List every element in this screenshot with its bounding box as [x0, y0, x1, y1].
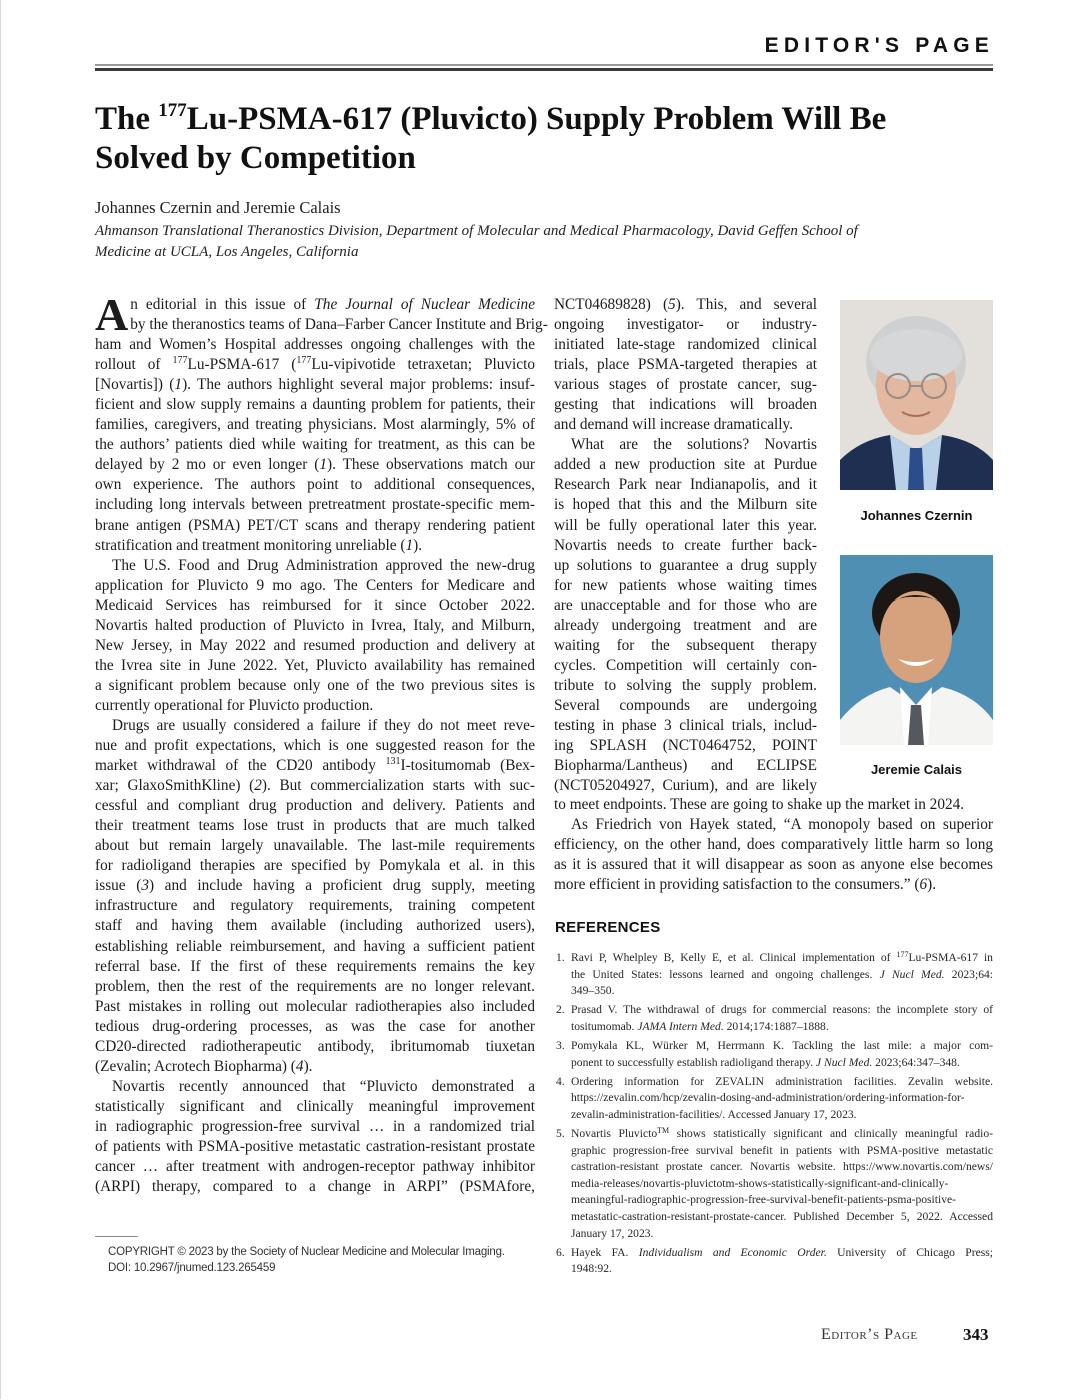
photo-caption-calais: Jeremie Calais: [870, 762, 963, 777]
text-line: Novartis halted production of Pluvicto in Ivrea, Italy, and Milburn,: [95, 616, 535, 634]
text-line: stratification and treatment monitoring unreliable (1).: [95, 536, 423, 554]
text-line: gesting that indications will broaden: [554, 396, 817, 414]
text-line: delayed by 2 mo or even longer (1). These observations match our: [95, 456, 535, 474]
references-heading: REFERENCES: [555, 919, 661, 936]
text-line: in radiographic progression-free survival … in a randomized trial: [95, 1117, 535, 1135]
text-line: tedious drug-ordering processes, as was the case for another: [95, 1017, 535, 1035]
text-line: issue (3) and include having a proficient drug supply, meeting: [95, 877, 535, 895]
text-line: market withdrawal of the CD20 antibody $^{131}$I-tositumomab (Bex-: [95, 756, 535, 775]
text-line: including long intervals between pretreatment prostate-specific mem-: [95, 496, 535, 514]
reference-line: Hayek FA. Individualism and Economic Order. University of Chicago Press;: [571, 1245, 993, 1259]
middle-column-wide-lines: [554, 795, 993, 895]
text-line: by the theranostics teams of Dana–Farber Cancer Institute and Brig-: [130, 316, 548, 334]
reference-number: 4.: [556, 1074, 565, 1088]
reference-number: 2.: [556, 1003, 565, 1017]
text-line: rollout of $^{177}$Lu-PSMA-617 ($^{177}$Lu-vipivotide tetraxetan; Pluvicto: [95, 355, 535, 374]
reference-line: Novartis Pluvicto™ shows statistically significant and clinically meaningful radio-: [571, 1125, 993, 1140]
reference-line: January 17, 2023.: [571, 1226, 654, 1240]
reference-item: [556, 1038, 993, 1071]
copyright-footnote: [108, 1244, 505, 1276]
text-line: about but remain largely unavailable. The last-mile requirements: [95, 837, 535, 855]
text-line: to meet endpoints. These are going to shake up the market in 2024.: [554, 796, 965, 813]
text-line: nue and profit expectations, which is one suggested reason for the: [95, 737, 535, 755]
text-line: various stages of prostate cancer, sug-: [554, 376, 817, 394]
text-line: currently operational for Pluvicto production.: [95, 696, 374, 714]
page-number: 343: [963, 1325, 989, 1344]
reference-number: 3.: [556, 1038, 565, 1052]
copyright-text: COPYRIGHT © 2023 by the Society of Nuclear Medicine and Molecular Imaging.: [108, 1246, 505, 1258]
text-line: As Friedrich von Hayek stated, “A monopoly based on superior: [571, 816, 993, 834]
text-line: for new patients whose waiting times: [554, 576, 817, 594]
reference-line: graphic progression-free survival benefit in patients with PSMA-positive metastatic: [571, 1143, 993, 1157]
references-list: [556, 950, 993, 1280]
text-line: staff and having them available (including authorized users),: [95, 917, 535, 935]
text-line: Novartis recently announced that “Pluvicto demonstrated a: [112, 1077, 535, 1095]
text-line: will be fully operational later this year.: [554, 516, 817, 534]
body-middle-column: [554, 295, 817, 796]
text-line: ficient and slow supply remains a daunting problem for patients, their: [95, 396, 535, 414]
text-line: What are the solutions? Novartis: [571, 436, 817, 454]
title-part1: The: [95, 101, 159, 137]
text-line: added a new production site at Purdue: [554, 456, 817, 474]
text-line: Novartis needs to create further back-: [554, 536, 817, 554]
body-middle-column-wide: [554, 795, 993, 895]
title-line2: Solved by Competition: [95, 140, 416, 176]
text-line: for radioligand therapies are specified by Pomykala et al. in this: [95, 857, 535, 875]
text-line: of patients with PSMA-positive metastatic castration-resistant prostate: [95, 1137, 535, 1155]
reference-line: media-releases/novartis-pluvictotm-shows-statistically-significant-and-clinically-: [571, 1176, 949, 1190]
reference-line: 1948:92.: [571, 1262, 612, 1276]
text-line: brane antigen (PSMA) PET/CT scans and therapy rendering patient: [95, 516, 535, 534]
text-line: xar; GlaxoSmithKline) (2). But commercialization starts with suc-: [95, 777, 535, 795]
reference-item: [556, 1002, 993, 1035]
reference-line: meaningful-radiographic-progression-free-survival-benefit-patients-psma-positive-: [571, 1193, 957, 1207]
left-column-lines: [95, 289, 548, 1197]
text-line: more efficient in providing satisfaction to the consumers.” (6).: [554, 876, 937, 894]
authors: Johannes Czernin and Jeremie Calais: [95, 198, 341, 217]
reference-line: tositumomab. JAMA Intern Med. 2014;174:1887–1888.: [571, 1019, 829, 1033]
reference-item: [556, 1074, 993, 1124]
author-photo-calais: [840, 555, 993, 745]
text-line: are unacceptable and for those who are: [554, 596, 817, 614]
title-part2: Lu-PSMA-617 (Pluvicto) Supply Problem Will Be: [186, 101, 887, 137]
text-line: Past mistakes in rolling out molecular radiotherapies also included: [95, 997, 535, 1015]
middle-column-lines: [554, 295, 817, 796]
text-line: n editorial in this issue of The Journal of Nuclear Medicine: [130, 296, 535, 313]
affiliation: [95, 221, 975, 263]
text-line: infrastructure and regulatory requirements, training competent: [95, 897, 535, 915]
portrait-czernin-image: [840, 300, 993, 490]
text-line: [Novartis]) (1). The authors highlight several major problems: insuf-: [95, 376, 535, 394]
reference-line: 349–350.: [571, 984, 615, 998]
text-line: (NCT05204927, Curium), and are likely: [554, 777, 817, 795]
doi-link[interactable]: DOI: 10.2967/jnumed.123.265459: [108, 1262, 276, 1274]
text-line: already undergoing treatment and are: [554, 616, 817, 634]
text-line: the Ivrea site in June 2022. Yet, Pluvicto availability has remained: [95, 656, 535, 674]
text-line: ongoing investigator- or industry-: [554, 316, 817, 334]
reference-line: Prasad V. The withdrawal of drugs for commercial reasons: the incomplete story of: [571, 1003, 993, 1017]
text-line: (ARPI) therapy, compared to a change in ARPI” (PSMAfore,: [95, 1178, 535, 1196]
reference-line[interactable]: https://zevalin.com/hcp/zevalin-dosing-and-administration/ordering-information-for-: [571, 1091, 965, 1105]
text-line: Drugs are usually considered a failure if they do not meet reve-: [112, 716, 535, 734]
affiliation-line1: Ahmanson Translational Theranostics Division, Department of Molecular and Medical Pharmacology, David Geffen School of: [95, 223, 858, 239]
reference-number: 5.: [556, 1126, 565, 1140]
text-line: establishing reliable reimbursement, and having a sufficient patient: [95, 937, 535, 955]
title-isotope-superscript: 177: [158, 100, 187, 121]
text-line: statistically significant and clinically meaningful improvement: [95, 1097, 535, 1115]
section-label: EDITOR'S PAGE: [764, 34, 994, 57]
text-line: and demand will increase dramatically.: [554, 416, 793, 434]
text-line: Medicaid Services has reimbursed for it since October 2022.: [95, 596, 535, 614]
text-line: initiated late-stage randomized clinical: [554, 336, 817, 354]
text-line: Several compounds are undergoing: [554, 696, 817, 714]
reference-line: zevalin-administration-facilities/. Accessed January 17, 2023.: [571, 1107, 857, 1121]
text-line: up solutions to guarantee a drug supply: [554, 556, 817, 574]
text-line: New Jersey, in May 2022 and resumed production and delivery at: [95, 636, 535, 654]
text-line: cancer … after treatment with androgen-receptor pathway inhibitor: [95, 1158, 535, 1176]
text-line: cessful and compliant drug production and delivery. Patients and: [95, 797, 535, 815]
reference-line: Ordering information for ZEVALIN administration facilities. Zevalin website.: [571, 1074, 993, 1088]
text-line: ing SPLASH (NCT0464752, POINT: [554, 737, 817, 755]
reference-item: [556, 1126, 993, 1242]
reference-item: [556, 1245, 993, 1278]
text-line: own experience. The authors point to additional consequences,: [95, 476, 535, 494]
text-line: testing in phase 3 clinical trials, includ-: [554, 716, 817, 734]
reference-line: ponent to successfully establish radioligand therapy. J Nucl Med. 2023;64:347–348.: [571, 1055, 960, 1069]
text-line: waiting for the subsequent therapy: [554, 636, 817, 654]
text-line: Biopharma/Lantheus) and ECLIPSE: [554, 757, 817, 775]
reference-line: the United States: lessons learned and ongoing challenges. J Nucl Med. 2023;64:: [571, 967, 994, 981]
text-line: a significant problem because only one of the two previous sites is: [95, 676, 535, 694]
text-line: cycles. Competition will certainly con-: [554, 656, 817, 674]
author-photo-czernin: [840, 300, 993, 490]
text-line: ham and Women’s Hospital addresses ongoing challenges with the: [95, 336, 535, 354]
reference-item: [556, 950, 993, 1000]
text-line: trials, place PSMA-targeted therapies at: [554, 356, 817, 374]
header-rule-thick: [95, 68, 993, 71]
reference-line[interactable]: castration-resistant prostate cancer. Novartis website. https://www.novartis.com/news/: [571, 1160, 993, 1174]
reference-number: 1.: [556, 951, 565, 964]
footnote-rule: [95, 1236, 138, 1237]
article-title: [95, 100, 995, 178]
body-left-column: [95, 289, 548, 1197]
text-line: tribute to solving the supply problem.: [554, 676, 817, 694]
text-line: families, caregivers, and treating physicians. Most alarmingly, 5% of: [95, 416, 535, 434]
text-line: application for Pluvicto 9 mo ago. The Centers for Medicare and: [95, 576, 535, 594]
drop-cap: A: [95, 289, 129, 340]
portrait-calais-image: [840, 555, 993, 745]
header-rule-thin: [95, 64, 993, 66]
text-line: their treatment teams lose trust in products that are much talked: [95, 817, 535, 835]
text-line: referral base. If the first of these requirements remains the key: [95, 957, 535, 975]
reference-number: 6.: [556, 1245, 565, 1259]
text-line: the authors’ patients died while waiting for treatment, as this can be: [95, 436, 535, 454]
text-line: is hoped that this and the Milburn site: [554, 496, 817, 514]
photo-caption-czernin: Johannes Czernin: [860, 508, 973, 523]
text-line: Research Park near Indianapolis, and it: [554, 476, 817, 494]
text-line: (Zevalin; Acrotech Biopharma) (4).: [95, 1057, 313, 1075]
text-line: problem, then the rest of the requirements are no longer relevant.: [95, 977, 535, 995]
footer-section-label: Editor’s Page: [821, 1326, 918, 1343]
text-line: as it is assured that it will disappear as soon as anyone else becomes: [554, 856, 993, 874]
text-line: NCT04689828) (5). This, and several: [554, 296, 817, 313]
reference-line: Pomykala KL, Würker M, Herrmann K. Tackling the last mile: a major com-: [571, 1038, 993, 1052]
affiliation-line2: Medicine at UCLA, Los Angeles, California: [95, 244, 359, 260]
text-line: The U.S. Food and Drug Administration approved the new-drug: [112, 556, 535, 574]
text-line: CD20-directed radiotherapeutic antibody, ibritumomab tiuxetan: [95, 1037, 535, 1055]
text-line: efficiency, on the other hand, does comparatively little harm so long: [554, 836, 993, 854]
reference-line: Ravi P, Whelpley B, Kelly E, et al. Clinical implementation of $^{177}$Lu-PSMA-617 in: [571, 950, 993, 964]
reference-line: metastatic-castration-resistant-prostate-cancer. Published December 5, 2022. Accessed: [571, 1209, 993, 1223]
